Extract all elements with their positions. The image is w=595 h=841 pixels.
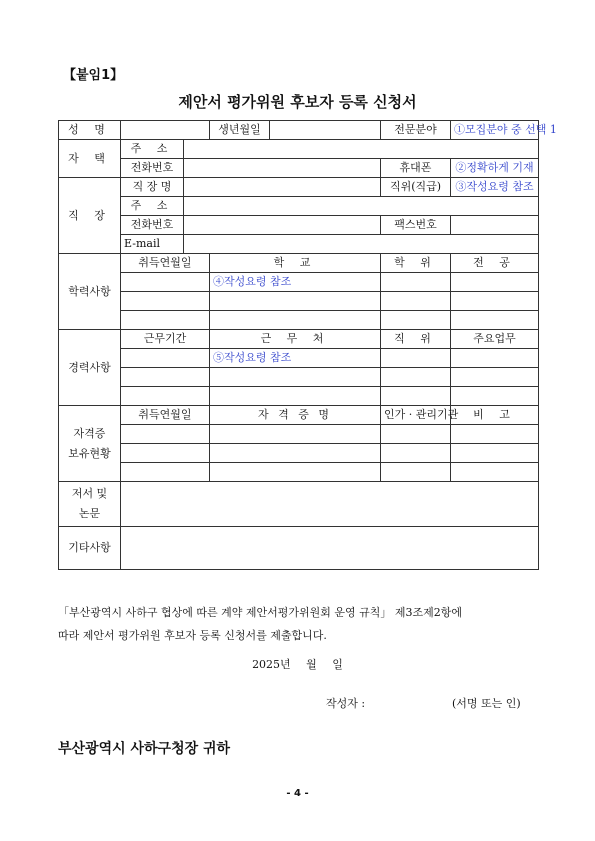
email-label: E-mail [121, 235, 184, 254]
fax-field[interactable] [451, 216, 539, 235]
education-cell[interactable] [121, 292, 210, 311]
home-phone-field[interactable] [184, 159, 381, 178]
education-header-school: 학 교 [210, 254, 381, 273]
education-cell[interactable] [210, 292, 381, 311]
cert-header-date: 취득연월일 [121, 406, 210, 425]
publications-label-line2: 논문 [78, 507, 101, 520]
career-header-duties: 주요업무 [451, 330, 539, 349]
work-address-field[interactable] [184, 197, 539, 216]
cert-cell[interactable] [121, 425, 210, 444]
career-cell[interactable] [451, 349, 539, 368]
field-label: 전문분야 [381, 121, 451, 140]
career-cell[interactable] [121, 387, 210, 406]
career-row [59, 368, 539, 387]
cert-cell[interactable] [381, 463, 451, 482]
education-section-label: 학력사항 [59, 254, 121, 330]
others-row [59, 527, 539, 570]
home-address-label: 주 소 [121, 140, 184, 159]
cert-label-line1: 자격증 [73, 426, 106, 440]
career-cell[interactable] [381, 368, 451, 387]
career-header-employer: 근 무 처 [210, 330, 381, 349]
row-work-phone [59, 216, 539, 235]
row-home-phone [59, 159, 539, 178]
position-label: 직위(직급) [381, 178, 451, 197]
row-company [59, 178, 539, 197]
career-cell[interactable] [381, 349, 451, 368]
declaration-line1: 「부산광역시 사하구 협상에 따른 계약 제안서평가위원회 운영 규칙」 제3조제2항에 [58, 606, 462, 619]
cert-cell[interactable] [210, 425, 381, 444]
education-cell[interactable] [451, 292, 539, 311]
company-field[interactable] [184, 178, 381, 197]
others-field[interactable] [121, 527, 539, 570]
attachment-label: 【붙임1】 [63, 68, 124, 83]
others-section-label: 기타사항 [59, 527, 121, 570]
form-title: 제안서 평가위원 후보자 등록 신청서 [178, 93, 417, 111]
row-home-address [59, 140, 539, 159]
education-header-degree: 학 위 [381, 254, 451, 273]
career-row [59, 387, 539, 406]
cert-cell[interactable] [451, 444, 539, 463]
cert-header-agency: 인가 · 관리기관 [381, 406, 451, 425]
cert-header-note: 비 고 [451, 406, 539, 425]
education-header-date: 취득연월일 [121, 254, 210, 273]
career-header-position: 직 위 [381, 330, 451, 349]
home-address-field[interactable] [184, 140, 539, 159]
education-row [59, 292, 539, 311]
education-cell[interactable] [121, 311, 210, 330]
career-row [59, 349, 539, 368]
work-phone-field[interactable] [184, 216, 381, 235]
email-field[interactable] [184, 235, 539, 254]
name-label: 성 명 [59, 121, 121, 140]
application-form-table [58, 120, 557, 570]
career-section-label: 경력사항 [59, 330, 121, 406]
recipient: 부산광역시 사하구청장 귀하 [58, 741, 231, 757]
date-line: 2025년 월 일 [252, 658, 343, 671]
declaration [58, 601, 538, 647]
publications-field[interactable] [121, 482, 539, 527]
career-cell[interactable] [381, 387, 451, 406]
education-cell[interactable] [121, 273, 210, 292]
career-cell[interactable] [210, 387, 381, 406]
sign-hint: (서명 또는 인) [452, 697, 521, 710]
career-header-period: 근무기간 [121, 330, 210, 349]
cert-cell[interactable] [121, 463, 210, 482]
cert-header-row [59, 406, 539, 425]
cert-cell[interactable] [451, 425, 539, 444]
education-header-row [59, 254, 539, 273]
education-cell[interactable] [381, 292, 451, 311]
page-number: - 4 - [286, 788, 309, 799]
education-cell[interactable] [451, 273, 539, 292]
education-cell[interactable] [451, 311, 539, 330]
home-phone-label: 전화번호 [121, 159, 184, 178]
mobile-label: 휴대폰 [381, 159, 451, 178]
publications-row [59, 482, 539, 527]
cert-cell[interactable] [121, 444, 210, 463]
cert-row [59, 463, 539, 482]
cert-cell[interactable] [210, 444, 381, 463]
mobile-hint[interactable]: ②정확하게 기재 [451, 159, 539, 178]
work-phone-label: 전화번호 [121, 216, 184, 235]
cert-section-label [59, 406, 121, 482]
birth-field[interactable] [270, 121, 381, 140]
publications-label-line1: 저서 및 [71, 487, 108, 500]
home-section-label: 자 택 [59, 140, 121, 178]
education-cell[interactable] [210, 311, 381, 330]
publications-section-label [59, 482, 121, 527]
cert-row [59, 425, 539, 444]
career-cell[interactable] [210, 368, 381, 387]
work-section-label: 직 장 [59, 178, 121, 254]
birth-label: 생년월일 [210, 121, 270, 140]
field-hint[interactable]: ①모집분야 중 선택 1 [451, 121, 539, 140]
education-cell[interactable] [381, 273, 451, 292]
row-email [59, 235, 539, 254]
row-work-address [59, 197, 539, 216]
career-cell[interactable] [121, 368, 210, 387]
education-cell[interactable] [381, 311, 451, 330]
education-hint[interactable]: ④작성요령 참조 [210, 273, 381, 292]
name-field[interactable] [121, 121, 210, 140]
fax-label: 팩스번호 [381, 216, 451, 235]
declaration-line2: 따라 제안서 평가위원 후보자 등록 신청서를 제출합니다. [58, 629, 327, 642]
education-header-major: 전 공 [451, 254, 539, 273]
career-cell[interactable] [121, 349, 210, 368]
cert-header-name: 자 격 증 명 [210, 406, 381, 425]
cert-cell[interactable] [451, 463, 539, 482]
row-name [59, 121, 539, 140]
career-header-row [59, 330, 539, 349]
work-address-label: 주 소 [121, 197, 184, 216]
cert-cell[interactable] [381, 425, 451, 444]
position-hint[interactable]: ③작성요령 참조 [451, 178, 539, 197]
education-row [59, 273, 539, 292]
career-cell[interactable] [451, 368, 539, 387]
education-row [59, 311, 539, 330]
company-label: 직 장 명 [121, 178, 184, 197]
cert-cell[interactable] [381, 444, 451, 463]
cert-cell[interactable] [210, 463, 381, 482]
cert-row [59, 444, 539, 463]
career-cell[interactable] [451, 387, 539, 406]
career-hint[interactable]: ⑤작성요령 참조 [210, 349, 381, 368]
author-label: 작성자 : [326, 697, 366, 710]
cert-label-line2: 보유현황 [68, 446, 111, 460]
